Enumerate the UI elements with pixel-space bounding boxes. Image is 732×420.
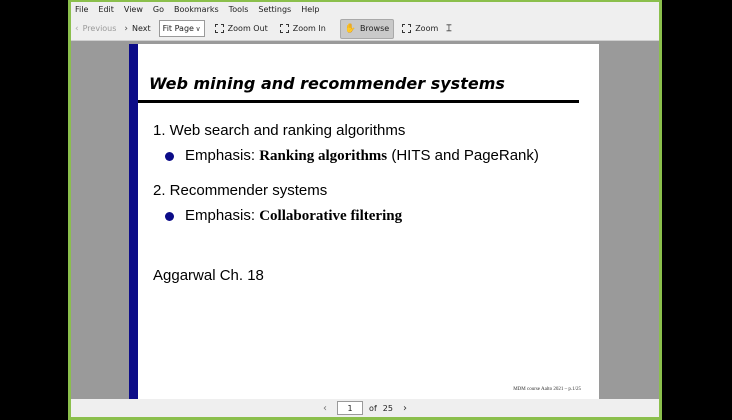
zoom-in-label: Zoom In	[292, 24, 326, 33]
menu-settings[interactable]: Settings	[258, 5, 292, 14]
menu-file[interactable]: File	[75, 5, 89, 14]
bullet-icon	[165, 152, 174, 161]
previous-label: Previous	[82, 24, 117, 33]
zoom-in-button[interactable]	[276, 19, 330, 39]
previous-button[interactable]	[71, 19, 120, 39]
menu-go[interactable]: Go	[152, 5, 164, 14]
of-label: of	[369, 403, 377, 413]
emphasis-1-bold: Ranking algorithms	[259, 148, 388, 164]
text-select-button[interactable]	[442, 19, 459, 39]
menu-bookmarks[interactable]: Bookmarks	[173, 5, 219, 14]
chevron-left-icon[interactable]: ‹	[323, 402, 328, 414]
list-item-2: 2. Recommender systems	[153, 182, 328, 199]
page-number-input[interactable]: 1	[337, 401, 363, 415]
zoom-in-icon	[280, 24, 289, 33]
menu-view[interactable]: View	[123, 5, 143, 14]
emphasis-1-prefix: Emphasis:	[185, 147, 260, 164]
slide-title: Web mining and recommender systems	[149, 74, 505, 93]
menu-edit[interactable]: Edit	[98, 5, 114, 14]
zoom-out-icon	[215, 24, 224, 33]
slide-page	[129, 44, 599, 400]
document-area[interactable]	[71, 42, 659, 399]
bullet-icon	[165, 212, 174, 221]
zoom-mode-value: Fit Page	[162, 24, 194, 33]
browse-label: Browse	[360, 24, 390, 33]
menu-tools[interactable]: Tools	[228, 5, 249, 14]
zoom-out-label: Zoom Out	[227, 24, 268, 33]
next-button[interactable]	[120, 19, 154, 39]
text-select-icon: ⌶	[446, 23, 452, 34]
zoom-tool-label: Zoom	[415, 24, 439, 33]
slide-footer: MDM course Aalto 2021 – p.1/25	[513, 387, 581, 392]
zoom-tool-button[interactable]	[398, 19, 442, 39]
next-label: Next	[132, 24, 151, 33]
reference-text: Aggarwal Ch. 18	[153, 267, 264, 284]
emphasis-2-bold: Collaborative filtering	[259, 208, 403, 224]
title-divider	[138, 100, 579, 103]
hand-icon: ✋	[344, 23, 357, 34]
slide-left-bar	[129, 44, 138, 400]
document-viewer-window	[68, 0, 662, 420]
chevron-right-icon[interactable]: ›	[402, 402, 407, 414]
chevron-right-icon: ›	[124, 23, 129, 34]
emphasis-2	[185, 207, 402, 225]
chevron-left-icon: ‹	[75, 23, 79, 34]
zoom-tool-icon	[402, 24, 411, 33]
emphasis-1	[185, 147, 539, 165]
emphasis-2-prefix: Emphasis:	[185, 207, 260, 224]
total-pages: 25	[382, 403, 393, 413]
list-item-1: 1. Web search and ranking algorithms	[153, 122, 406, 139]
browse-button[interactable]	[340, 19, 394, 39]
menu-bar	[71, 2, 659, 17]
menu-help[interactable]: Help	[301, 5, 320, 14]
toolbar	[71, 17, 659, 41]
zoom-out-button[interactable]	[211, 19, 272, 39]
page-navigation-bar	[71, 399, 659, 417]
chevron-down-icon: ∨	[195, 24, 201, 33]
window-content	[71, 2, 659, 417]
emphasis-1-suffix: (HITS and PageRank)	[387, 147, 539, 164]
zoom-mode-select[interactable]	[159, 20, 205, 37]
